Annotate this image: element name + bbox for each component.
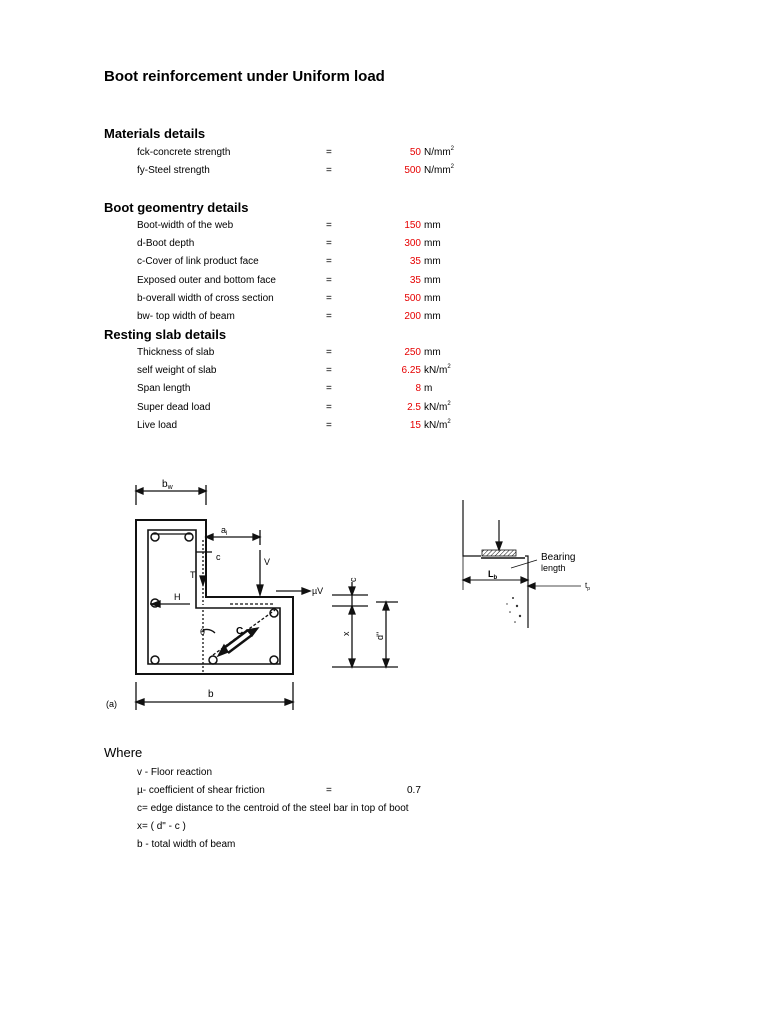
data-row — [0, 238, 768, 254]
row-value: 250 — [404, 347, 421, 358]
row-equals: = — [326, 256, 332, 268]
bearing-length-diagram — [455, 498, 605, 633]
label-al: $a_l$ — [221, 525, 228, 537]
row-label: b-overall width of cross section — [137, 292, 274, 304]
row-label: c-Cover of link product face — [137, 256, 259, 268]
row-value: 150 — [404, 220, 421, 231]
row-value: 35 — [409, 274, 421, 286]
label-d2: d" — [375, 631, 385, 640]
row-unit: $N/mm^2$ — [424, 146, 455, 158]
label-bw: $b_w$ — [162, 479, 173, 491]
row-value: 8 — [415, 383, 421, 395]
row-unit: $kN/m^2$ — [424, 418, 451, 431]
row-unit: mm — [424, 292, 441, 304]
data-row — [0, 275, 768, 291]
row-equals: = — [326, 383, 332, 395]
row-value: 15 — [409, 419, 421, 431]
label-theta: θ — [200, 627, 206, 637]
row-value: 35 — [409, 256, 421, 268]
row-label: Exposed outer and bottom face — [137, 274, 276, 286]
row-equals: = — [326, 419, 332, 431]
row-label: Span length — [137, 383, 191, 395]
data-row — [0, 311, 768, 327]
row-label: Super dead load — [137, 401, 211, 413]
label-b: b — [208, 689, 214, 700]
label-c-right: c — [348, 577, 358, 582]
where-equals: = — [326, 785, 332, 796]
geometry-heading: Boot geomentry details — [104, 200, 249, 215]
label-x: x — [341, 631, 351, 636]
label-mu-v: µV — [312, 586, 324, 596]
label-t: T — [190, 570, 196, 580]
row-value: 300 — [404, 238, 421, 250]
data-row — [0, 365, 768, 381]
row-label: Boot-width of the web — [137, 220, 234, 231]
row-label: d-Boot depth — [137, 238, 195, 250]
row-equals: = — [326, 274, 332, 286]
row-equals: = — [326, 311, 332, 322]
label-caption-a: (a) — [106, 699, 117, 709]
row-unit: mm — [424, 311, 441, 322]
label-bearing: Bearing — [541, 552, 576, 563]
data-row — [0, 383, 768, 399]
row-unit: mm — [424, 238, 441, 250]
row-unit: mm — [424, 347, 441, 358]
row-value: 200 — [404, 311, 421, 322]
row-equals: = — [326, 401, 332, 413]
data-row — [0, 402, 768, 418]
where-item: µ- coefficient of shear friction — [137, 785, 265, 796]
label-tp: $t_p$ — [585, 581, 591, 592]
label-c-strut: C — [236, 626, 244, 637]
boot-cross-section-diagram — [100, 470, 430, 720]
row-value: 2.5 — [407, 401, 421, 413]
row-equals: = — [326, 147, 332, 158]
where-item: v - Floor reaction — [137, 767, 213, 778]
row-equals: = — [326, 165, 332, 177]
mu-value: 0.7 — [407, 785, 421, 796]
row-unit: $kN/m^2$ — [424, 400, 451, 413]
data-row — [0, 256, 768, 272]
row-value: 500 — [404, 165, 421, 177]
row-unit: $N/mm^2$ — [424, 164, 455, 177]
data-row — [0, 420, 768, 436]
row-unit: $kN/m^2$ — [424, 364, 451, 377]
row-equals: = — [326, 220, 332, 231]
data-row — [0, 147, 768, 163]
row-equals: = — [326, 365, 332, 377]
row-unit: m — [424, 383, 433, 395]
where-item: c= edge distance to the centroid of the steel bar in top of boot — [137, 803, 409, 814]
row-label: Live load — [137, 419, 178, 431]
label-c-top: c — [216, 552, 221, 562]
where-heading: Where — [104, 745, 143, 760]
label-length: length — [541, 563, 566, 573]
row-value: 6.25 — [401, 365, 421, 377]
row-label: fy-Steel strength — [137, 165, 210, 177]
data-row — [0, 347, 768, 363]
where-item: x= ( d" - c ) — [137, 821, 186, 832]
page-title: Boot reinforcement under Uniform load — [104, 68, 385, 85]
row-value: 50 — [409, 147, 421, 158]
row-label: Thickness of slab — [137, 347, 215, 358]
row-label: bw- top width of beam — [137, 311, 235, 322]
data-row — [0, 220, 768, 236]
materials-heading: Materials details — [104, 126, 206, 141]
row-label: fck-concrete strength — [137, 147, 231, 158]
where-item: b - total width of beam — [137, 839, 236, 850]
row-value: 500 — [404, 292, 421, 304]
slab-heading: Resting slab details — [104, 327, 227, 342]
row-equals: = — [326, 292, 332, 304]
label-lb: $L_b$ — [488, 569, 498, 581]
row-unit: mm — [424, 274, 441, 286]
row-unit: mm — [424, 256, 441, 268]
row-label: self weight of slab — [137, 365, 217, 377]
row-equals: = — [326, 347, 332, 358]
data-row — [0, 293, 768, 309]
row-unit: mm — [424, 220, 441, 231]
row-equals: = — [326, 238, 332, 250]
label-h: H — [174, 592, 181, 602]
data-row — [0, 165, 768, 181]
label-v: V — [264, 557, 271, 567]
